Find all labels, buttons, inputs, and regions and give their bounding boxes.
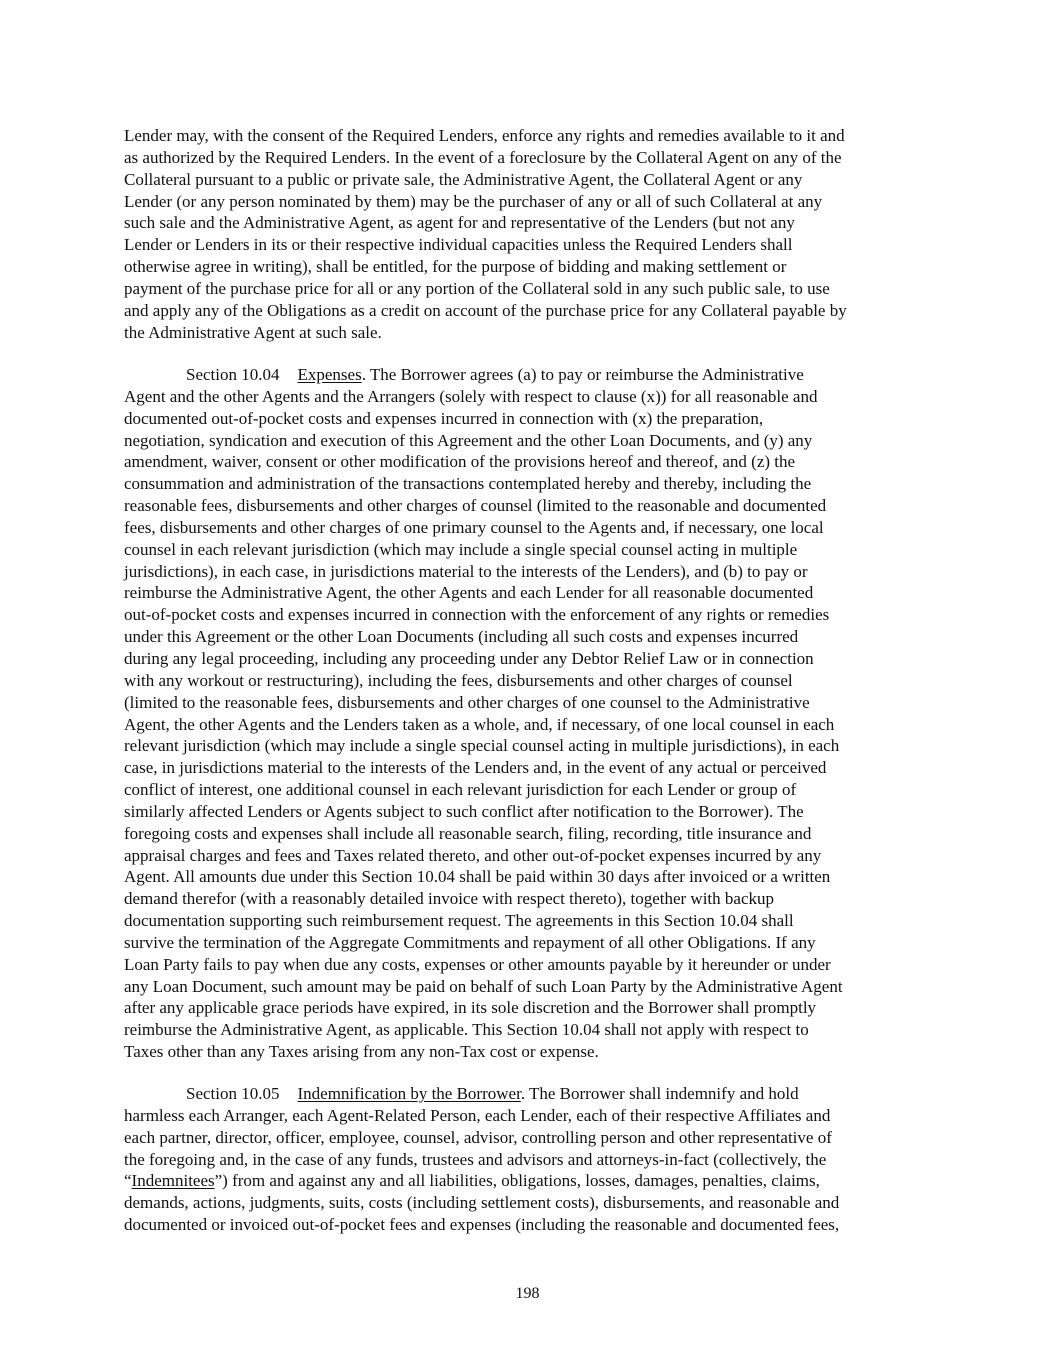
text-line: Loan Party fails to pay when due any costs, expenses or other amounts payable by it hereunder or under [124,954,831,974]
page-number: 198 [515,1285,540,1302]
defined-term-line [124,1170,932,1192]
open-quote: “ [124,1171,132,1191]
text-line: payment of the purchase price for all or any portion of the Collateral sold in any such public sale, to use [124,278,830,298]
text-line: harmless each Arranger, each Agent-Related Person, each Lender, each of their respective Affiliates and [124,1105,831,1125]
text-line: Agent and the other Agents and the Arrangers (solely with respect to clause (x)) for all reasonable and [124,386,818,406]
section-heading-line [124,364,932,386]
text-line: reasonable fees, disbursements and other charges of counsel (limited to the reasonable and documented [124,496,827,516]
section-heading: Expenses [297,365,362,384]
text-line: the foregoing and, in the case of any funds, trustees and advisors and attorneys-in-fact (collectively, the [124,1149,827,1169]
text-line: demand therefor (with a reasonably detailed invoice with respect thereto), together with backup [124,889,775,909]
text-line: reimburse the Administrative Agent, the other Agents and each Lender for all reasonable documented [124,583,814,603]
text-line: Lender may, with the consent of the Required Lenders, enforce any rights and remedies available to it and [124,126,845,145]
text-run: . The Borrower shall indemnify and hold [520,1084,799,1103]
section-heading: Indemnification by the Borrower [297,1084,521,1103]
text-line: Lender (or any person nominated by them) may be the purchaser of any or all of such Collateral at any [124,191,823,211]
text-line: consummation and administration of the transactions contemplated hereby and thereby, including the [124,474,812,494]
text-line: each partner, director, officer, employee, counsel, advisor, controlling person and other representative of [124,1127,832,1147]
text-run: . The Borrower agrees (a) to pay or reimburse the Administrative [361,365,804,384]
text-line: Agent. All amounts due under this Section 10.04 shall be paid within 30 days after invoiced or a written [124,867,831,887]
text-line: Collateral pursuant to a public or private sale, the Administrative Agent, the Collateral Agent or any [124,169,803,189]
text-line: with any workout or restructuring), including the fees, disbursements and other charges of counsel [124,670,793,690]
text-line: reimburse the Administrative Agent, as applicable. This Section 10.04 shall not apply with respect to [124,1020,809,1040]
text-run: ”) from and against any and all liabilities, obligations, losses, damages, penalties, claims, [214,1171,820,1191]
text-line: the Administrative Agent at such sale. [124,322,382,342]
text-line: as authorized by the Required Lenders. In the event of a foreclosure by the Collateral Agent on any of the [124,147,842,167]
text-line: Taxes other than any Taxes arising from any non-Tax cost or expense. [124,1042,599,1062]
defined-term: Indemnitees [131,1171,215,1191]
text-line: amendment, waiver, consent or other modification of the provisions hereof and thereof, and (z) the [124,452,796,472]
text-line: Lender or Lenders in its or their respective individual capacities unless the Required Lenders shall [124,235,793,255]
text-line: under this Agreement or the other Loan Documents (including all such costs and expenses incurred [124,627,799,647]
text-line: relevant jurisdiction (which may include a single special counsel acting in multiple jurisdictions), in each [124,736,840,756]
text-line: Agent, the other Agents and the Lenders taken as a whole, and, if necessary, of one local counsel in each [124,714,835,734]
text-line: (limited to the reasonable fees, disbursements and other charges of one counsel to the Administrative [124,692,810,712]
section-heading-line [124,1083,932,1105]
text-line: out-of-pocket costs and expenses incurred in connection with the enforcement of any rights or remedies [124,605,830,625]
text-line: and apply any of the Obligations as a credit on account of the purchase price for any Collateral payable by [124,300,847,320]
text-line: any Loan Document, such amount may be paid on behalf of such Loan Party by the Administrative Agent [124,976,843,996]
text-line: conflict of interest, one additional counsel in each relevant jurisdiction for each Lender or group of [124,780,797,800]
text-line: documented out-of-pocket costs and expenses incurred in connection with (x) the preparation, [124,408,764,428]
text-line: after any applicable grace periods have expired, in its sole discretion and the Borrower shall promptly [124,998,817,1018]
text-line: fees, disbursements and other charges of one primary counsel to the Agents and, if necessary, one local [124,517,824,537]
text-line: demands, actions, judgments, suits, costs (including settlement costs), disbursements, and reasonable and [124,1193,840,1213]
text-line: appraisal charges and fees and Taxes related thereto, and other out-of-pocket expenses incurred by any [124,845,822,865]
section-number: Section 10.05 [186,1084,280,1103]
text-line: documented or invoiced out-of-pocket fees and expenses (including the reasonable and documented fees, [124,1215,840,1235]
text-line: negotiation, syndication and execution of this Agreement and the other Loan Documents, and (y) any [124,430,813,450]
text-line: survive the termination of the Aggregate Commitments and repayment of all other Obligations. If any [124,932,816,952]
text-line: jurisdictions), in each case, in jurisdictions material to the interests of the Lenders), and (b) to pay or [124,561,808,581]
text-line: foregoing costs and expenses shall include all reasonable search, filing, recording, title insurance and [124,823,812,843]
text-line: during any legal proceeding, including any proceeding under any Debtor Relief Law or in connection [124,648,814,668]
section-10-04-expenses [124,364,932,1063]
text-line: otherwise agree in writing), shall be entitled, for the purpose of bidding and making settlement or [124,257,787,277]
text-line: similarly affected Lenders or Agents subject to such conflict after notification to the Borrower). The [124,801,804,821]
text-line: documentation supporting such reimbursement request. The agreements in this Section 10.04 shall [124,911,794,931]
section-number: Section 10.04 [186,365,280,384]
section-10-05-indemnification [124,1083,932,1236]
text-line: case, in jurisdictions material to the interests of the Lenders and, in the event of any actual or perceived [124,758,827,778]
text-line: counsel in each relevant jurisdiction (which may include a single special counsel acting in multiple [124,539,798,559]
text-line: such sale and the Administrative Agent, as agent for and representative of the Lenders (but not any [124,213,795,233]
paragraph-collateral-sale [124,125,932,343]
